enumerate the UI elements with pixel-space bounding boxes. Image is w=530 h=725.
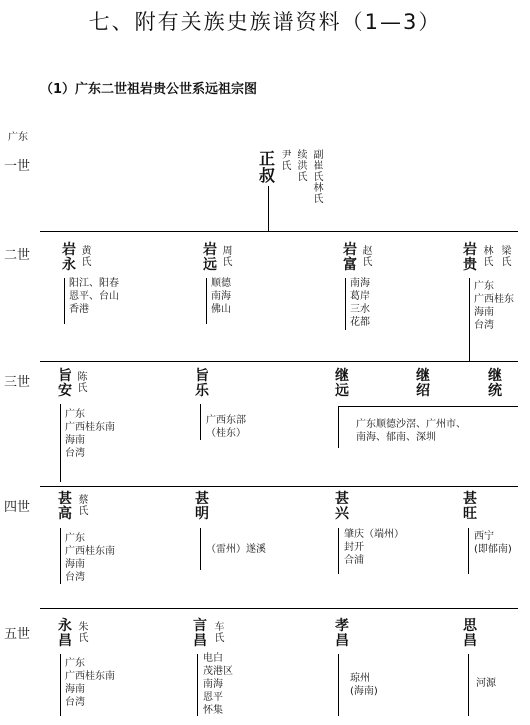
gen4-line-1 [60,528,61,584]
gen2-name-1: 岩永 [62,242,76,273]
gen2-name-2: 岩远 [203,242,217,273]
generation-label-4: 四世 [4,500,31,515]
gen4-places-3: 肇庆（端州） 封开 合浦 [344,529,404,566]
gen5-places-1: 广东 广西桂东南 海南 台湾 [65,658,115,708]
gen4-name-1: 甚高 [58,491,72,522]
gen2-name-4: 岩贵 [463,242,477,273]
gen1-spouse-1: 尹氏 [281,150,292,172]
gen5-spouse-1: 朱氏 [78,622,89,644]
gen4-places-1: 广东 广西桂东南 海南 台湾 [65,533,115,583]
gen2-places-3: 南海 葛岸 三水 花都 [350,278,370,328]
gen2-line-3 [345,278,346,330]
connector-gen5-bar [40,608,518,609]
gen3-line-1 [60,404,61,482]
gen5-name-1: 永昌 [58,618,72,649]
gen3-shared-line [338,406,339,448]
gen2-line-4 [469,278,470,362]
gen5-name-3: 孝昌 [335,618,349,649]
chart-subtitle: （1）广东二世祖岩贵公世系远祖宗图 [40,82,258,97]
generation-label-5: 五世 [4,627,31,642]
gen4-name-4: 甚旺 [463,491,477,522]
gen2-name-3: 岩富 [343,242,357,273]
gen3-places-2: 广西东部 （桂东） [206,415,246,439]
gen3-name-2: 旨乐 [195,368,209,399]
gen5-places-3: 琼州 (海南) [350,673,378,697]
gen3-shared-places: 广东顺德沙滘、广州市、 南海、郁南、深圳 [356,419,466,443]
connector-gen3-bar [40,361,518,362]
gen3-spouse-1: 陈氏 [77,372,88,394]
gen3-name-5: 继统 [488,368,502,399]
gen5-name-2: 言昌 [193,618,207,649]
gen3-name-4: 继绍 [416,368,430,399]
gen2-spouse-3: 赵氏 [362,246,373,268]
gen1-spouse-2: 续洪氏 [297,150,308,183]
gen4-line-4 [468,528,469,574]
gen2-line-1 [64,278,65,324]
gen2-places-1: 阳江、阳春 恩平、台山 香港 [69,278,119,315]
generation-label-3: 三世 [4,375,31,390]
gen2-spouse-4b: 梁氏 [501,246,512,268]
gen1-name: 正叔 [258,149,275,185]
gen2-places-2: 顺德 南海 佛山 [211,278,231,315]
gen4-line-3 [338,528,339,574]
region-note: 广东 [8,132,28,143]
gen2-places-4: 广东 广西桂东 海南 台湾 [474,281,514,331]
gen5-places-4: 河源 [476,678,496,689]
gen2-spouse-4: 林氏 [483,246,494,268]
gen4-places-2: （雷州）遂溪 [206,544,266,555]
gen3-places-1: 广东 广西桂东南 海南 台湾 [65,409,115,459]
gen5-name-4: 思昌 [463,618,477,649]
gen4-places-4: 西宁 (即郁南) [474,531,512,555]
gen3-name-3: 继远 [335,368,349,399]
gen5-places-2: 电白 茂港区 南海 恩平 怀集 [203,653,233,716]
gen3-name-1: 旨安 [58,368,72,399]
connector-gen4-bar [40,486,518,487]
gen4-name-2: 甚明 [195,491,209,522]
gen1-spouse-3: 副崔氏林氏 [313,150,324,205]
connector-gen1-down [268,186,269,231]
gen4-name-3: 甚兴 [335,491,349,522]
generation-label-1: 一世 [4,159,31,174]
gen2-spouse-1: 黄氏 [81,246,92,268]
page-title: 七、附有关族史族谱资料（1—3） [88,10,442,34]
gen5-line-1 [60,654,61,716]
gen5-spouse-2: 车氏 [214,622,225,644]
gen2-spouse-2: 周氏 [222,246,233,268]
gen3-shared-bar [338,406,518,407]
gen5-line-2 [197,654,198,716]
gen3-line-2 [200,404,201,440]
gen2-line-2 [206,278,207,324]
gen5-line-3 [338,654,339,716]
generation-label-2: 二世 [4,248,31,263]
gen4-line-2 [200,528,201,570]
gen4-spouse-1: 蔡氏 [78,495,89,517]
connector-gen2-bar [40,231,518,232]
gen5-line-4 [468,654,469,716]
